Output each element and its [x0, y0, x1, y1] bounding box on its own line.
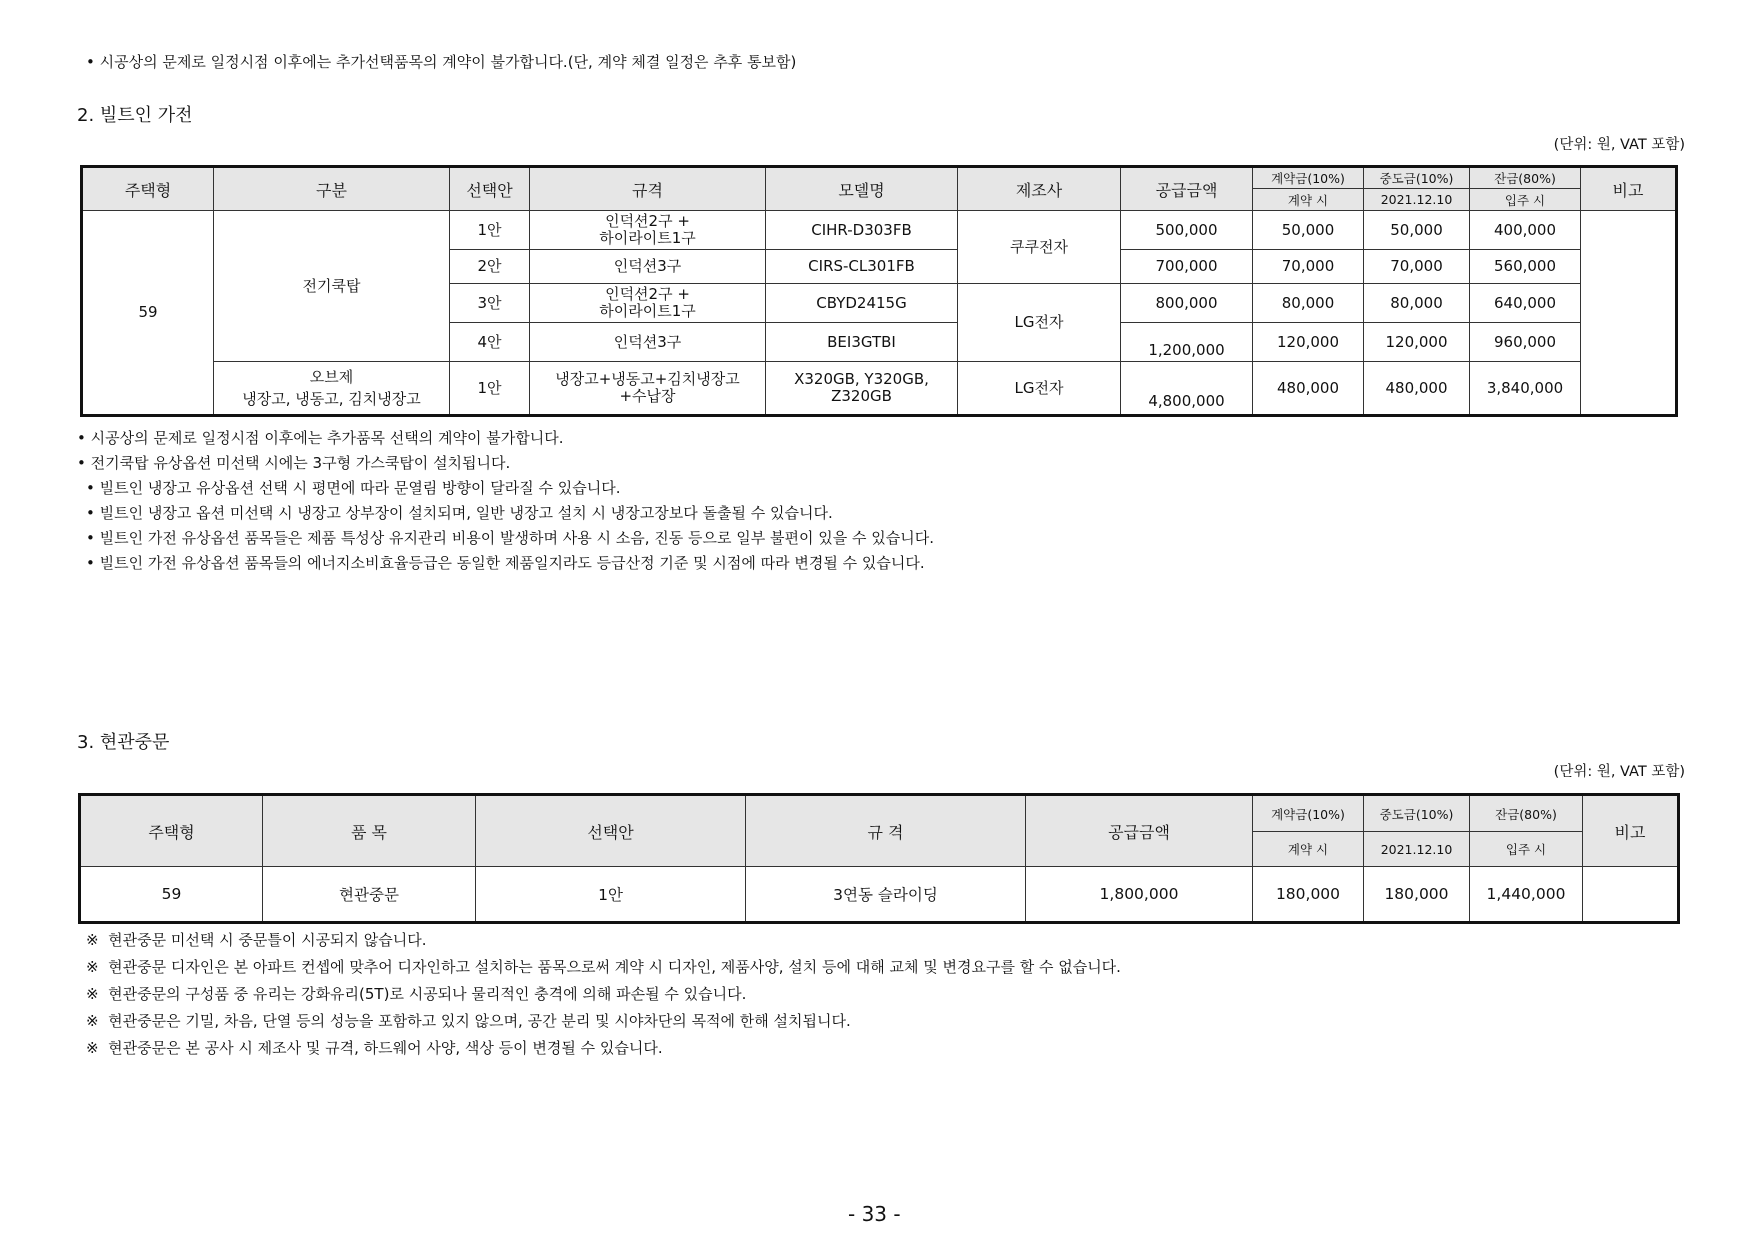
- table-row: [82, 211, 1677, 250]
- header-middle-when: 2021.12.10: [1364, 832, 1470, 867]
- deposit-cell: 70,000: [1253, 250, 1364, 284]
- header-deposit: 계약금(10%): [1253, 167, 1364, 189]
- section2-note: • 빌트인 가전 유상옵션 품목들의 에너지소비효율등급은 동일한 제품일지라도 등급산정 기준 및 시점에 따라 변경될 수 있습니다.: [86, 554, 925, 572]
- header-middle: 중도금(10%): [1364, 795, 1470, 832]
- header-price: 공급금액: [1121, 167, 1253, 211]
- header-option: 선택안: [450, 167, 530, 211]
- model-cell: X320GB, Y320GB, Z320GB: [766, 362, 958, 416]
- middle-cell: 180,000: [1364, 867, 1470, 923]
- spec-cell: 냉장고+냉동고+김치냉장고 +수납장: [530, 362, 766, 416]
- model-cell: CIRS-CL301FB: [766, 250, 958, 284]
- option-cell: 1안: [450, 362, 530, 416]
- section3-note: ※ 현관중문은 본 공사 시 제조사 및 규격, 하드웨어 사양, 색상 등이 변경될 수 있습니다.: [86, 1039, 663, 1057]
- remark-cell: [1581, 211, 1677, 416]
- header-spec: 규격: [530, 167, 766, 211]
- entrance-door-table: [78, 793, 1680, 924]
- section2-note: • 빌트인 가전 유상옵션 품목들은 제품 특성상 유지관리 비용이 발생하며 사용 시 소음, 진동 등으로 일부 불편이 있을 수 있습니다.: [86, 529, 934, 547]
- option-cell: 2안: [450, 250, 530, 284]
- maker-cuckoo: 쿠쿠전자: [958, 211, 1121, 284]
- item-cell: 현관중문: [263, 867, 476, 923]
- maker-lg: LG전자: [958, 362, 1121, 416]
- spec-cell: 3연동 슬라이딩: [746, 867, 1026, 923]
- header-balance: 잔금(80%): [1470, 167, 1581, 189]
- header-category: 구분: [214, 167, 450, 211]
- table-row: [80, 867, 1679, 923]
- section2-note: • 빌트인 냉장고 유상옵션 선택 시 평면에 따라 문열림 방향이 달라질 수 있습니다.: [86, 479, 621, 497]
- top-note: • 시공상의 문제로 일정시점 이후에는 추가선택품목의 계약이 불가합니다.(단, 계약 체결 일정은 추후 통보함): [86, 53, 797, 71]
- section2-title: 2. 빌트인 가전: [77, 105, 193, 126]
- header-balance: 잔금(80%): [1470, 795, 1583, 832]
- deposit-cell: 50,000: [1253, 211, 1364, 250]
- header-remark: 비고: [1581, 167, 1677, 211]
- header-item: 품 목: [263, 795, 476, 867]
- header-deposit-when: 계약 시: [1253, 832, 1364, 867]
- model-cell: CIHR-D303FB: [766, 211, 958, 250]
- section2-note: • 빌트인 냉장고 옵션 미선택 시 냉장고 상부장이 설치되며, 일반 냉장고 설치 시 냉장고장보다 돌출될 수 있습니다.: [86, 504, 833, 522]
- section2-note: • 시공상의 문제로 일정시점 이후에는 추가품목 선택의 계약이 불가합니다.: [77, 429, 564, 447]
- house-type-cell: 59: [82, 211, 214, 416]
- option-cell: 3안: [450, 284, 530, 323]
- spec-cell: 인덕션2구 + 하이라이트1구: [530, 284, 766, 323]
- table-row: [82, 362, 1677, 416]
- price-cell: 1,800,000: [1026, 867, 1253, 923]
- balance-cell: 560,000: [1470, 250, 1581, 284]
- maker-lg: LG전자: [958, 284, 1121, 362]
- section2-note: • 전기쿡탑 유상옵션 미선택 시에는 3구형 가스쿡탑이 설치됩니다.: [77, 454, 511, 472]
- price-cell: 4,800,000: [1121, 362, 1253, 416]
- header-balance-when: 입주 시: [1470, 832, 1583, 867]
- header-option: 선택안: [476, 795, 746, 867]
- balance-cell: 1,440,000: [1470, 867, 1583, 923]
- header-middle-when: 2021.12.10: [1364, 189, 1470, 211]
- header-house-type: 주택형: [82, 167, 214, 211]
- section3-note: ※ 현관중문 디자인은 본 아파트 컨셉에 맞추어 디자인하고 설치하는 품목으로써 계약 시 디자인, 제품사양, 설치 등에 대해 교체 및 변경요구를 할 수 없습니다.: [86, 958, 1121, 976]
- deposit-cell: 480,000: [1253, 362, 1364, 416]
- remark-cell: [1583, 867, 1679, 923]
- deposit-cell: 120,000: [1253, 323, 1364, 362]
- balance-cell: 3,840,000: [1470, 362, 1581, 416]
- category-fridge: 오브제 냉장고, 냉동고, 김치냉장고: [214, 362, 450, 416]
- spec-cell: 인덕션3구: [530, 250, 766, 284]
- spec-cell: 인덕션3구: [530, 323, 766, 362]
- middle-cell: 70,000: [1364, 250, 1470, 284]
- header-spec: 규 격: [746, 795, 1026, 867]
- balance-cell: 400,000: [1470, 211, 1581, 250]
- header-remark: 비고: [1583, 795, 1679, 867]
- price-cell: 700,000: [1121, 250, 1253, 284]
- middle-cell: 480,000: [1364, 362, 1470, 416]
- section3-title: 3. 현관중문: [77, 732, 170, 753]
- header-balance-when: 입주 시: [1470, 189, 1581, 211]
- price-cell: 800,000: [1121, 284, 1253, 323]
- header-deposit-when: 계약 시: [1253, 189, 1364, 211]
- option-cell: 1안: [476, 867, 746, 923]
- balance-cell: 960,000: [1470, 323, 1581, 362]
- section3-note: ※ 현관중문의 구성품 중 유리는 강화유리(5T)로 시공되나 물리적인 충격에 의해 파손될 수 있습니다.: [86, 985, 747, 1003]
- page-number: - 33 -: [848, 1202, 901, 1226]
- model-cell: CBYD2415G: [766, 284, 958, 323]
- option-cell: 1안: [450, 211, 530, 250]
- section2-unit: (단위: 원, VAT 포함): [1553, 137, 1685, 153]
- header-price: 공급금액: [1026, 795, 1253, 867]
- section3-note: ※ 현관중문 미선택 시 중문틀이 시공되지 않습니다.: [86, 931, 427, 949]
- deposit-cell: 80,000: [1253, 284, 1364, 323]
- header-model: 모델명: [766, 167, 958, 211]
- balance-cell: 640,000: [1470, 284, 1581, 323]
- house-type-cell: 59: [80, 867, 263, 923]
- header-middle: 중도금(10%): [1364, 167, 1470, 189]
- option-cell: 4안: [450, 323, 530, 362]
- middle-cell: 50,000: [1364, 211, 1470, 250]
- section3-unit: (단위: 원, VAT 포함): [1553, 764, 1685, 780]
- price-cell: 1,200,000: [1121, 323, 1253, 362]
- category-cooktop: 전기쿡탑: [214, 211, 450, 362]
- model-cell: BEI3GTBI: [766, 323, 958, 362]
- spec-cell: 인덕션2구 + 하이라이트1구: [530, 211, 766, 250]
- builtin-appliance-table: [80, 165, 1678, 417]
- header-house-type: 주택형: [80, 795, 263, 867]
- middle-cell: 120,000: [1364, 323, 1470, 362]
- deposit-cell: 180,000: [1253, 867, 1364, 923]
- header-maker: 제조사: [958, 167, 1121, 211]
- header-deposit: 계약금(10%): [1253, 795, 1364, 832]
- middle-cell: 80,000: [1364, 284, 1470, 323]
- section3-note: ※ 현관중문은 기밀, 차음, 단열 등의 성능을 포함하고 있지 않으며, 공간 분리 및 시야차단의 목적에 한해 설치됩니다.: [86, 1012, 851, 1030]
- price-cell: 500,000: [1121, 211, 1253, 250]
